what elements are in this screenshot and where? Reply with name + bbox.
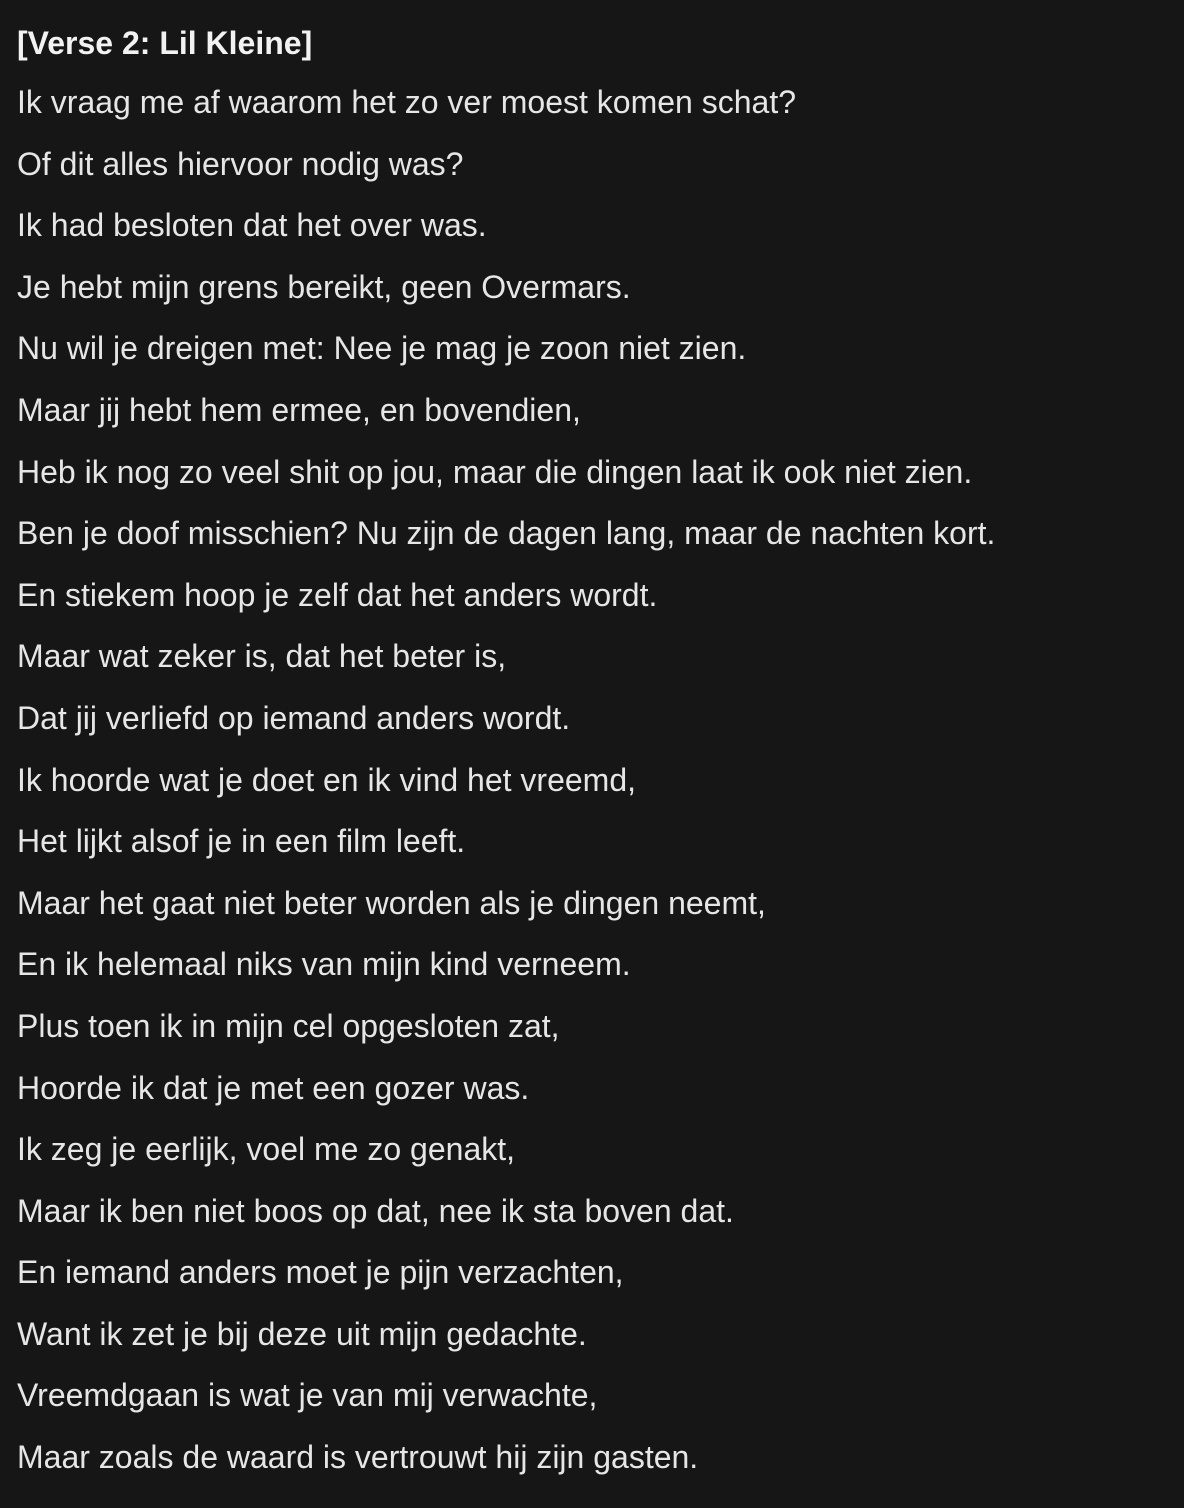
lyric-line: Maar het gaat niet beter worden als je dingen neemt, <box>17 884 766 921</box>
lyric-line: Plus toen ik in mijn cel opgesloten zat, <box>17 1007 560 1044</box>
lyric-line: Want ik zet je bij deze uit mijn gedachte. <box>17 1315 587 1352</box>
lyric-line: Heb ik nog zo veel shit op jou, maar die dingen laat ik ook niet zien. <box>17 453 973 490</box>
lyrics-block <box>17 14 1174 1489</box>
lyric-line: Of dit alles hiervoor nodig was? <box>17 145 464 182</box>
lyric-line: Vreemdgaan is wat je van mij verwachte, <box>17 1377 598 1414</box>
lyric-line: Dat jij verliefd op iemand anders wordt. <box>17 699 571 736</box>
lyric-line: Je hebt mijn grens bereikt, geen Overmars. <box>17 268 631 305</box>
lyric-line: Ik vraag me af waarom het zo ver moest komen schat? <box>17 84 796 120</box>
lyric-line: En iemand anders moet je pijn verzachten, <box>17 1254 624 1291</box>
lyric-line: Maar zoals de waard is vertrouwt hij zijn gasten. <box>17 1439 699 1476</box>
lyric-line: En ik helemaal niks van mijn kind verneem. <box>17 946 631 983</box>
lyric-line: En stiekem hoop je zelf dat het anders wordt. <box>17 576 658 613</box>
lyric-line: Nu wil je dreigen met: Nee je mag je zoon niet zien. <box>17 330 747 367</box>
lyric-line: Ik zeg je eerlijk, voel me zo genakt, <box>17 1131 516 1168</box>
section-heading: [Verse 2: Lil Kleine] <box>17 25 313 61</box>
lyric-line: Ik hoorde wat je doet en ik vind het vreemd, <box>17 761 637 798</box>
lyric-line: Het lijkt alsof je in een film leeft. <box>17 823 466 860</box>
lyric-line: Maar jij hebt hem ermee, en bovendien, <box>17 391 581 428</box>
lyric-line: Maar wat zeker is, dat het beter is, <box>17 638 507 675</box>
lyric-line: Ik had besloten dat het over was. <box>17 207 487 244</box>
lyric-line: Hoorde ik dat je met een gozer was. <box>17 1069 530 1106</box>
lyric-line: Maar ik ben niet boos op dat, nee ik sta boven dat. <box>17 1192 734 1229</box>
lyric-line: Ben je doof misschien? Nu zijn de dagen lang, maar de nachten kort. <box>17 515 996 552</box>
